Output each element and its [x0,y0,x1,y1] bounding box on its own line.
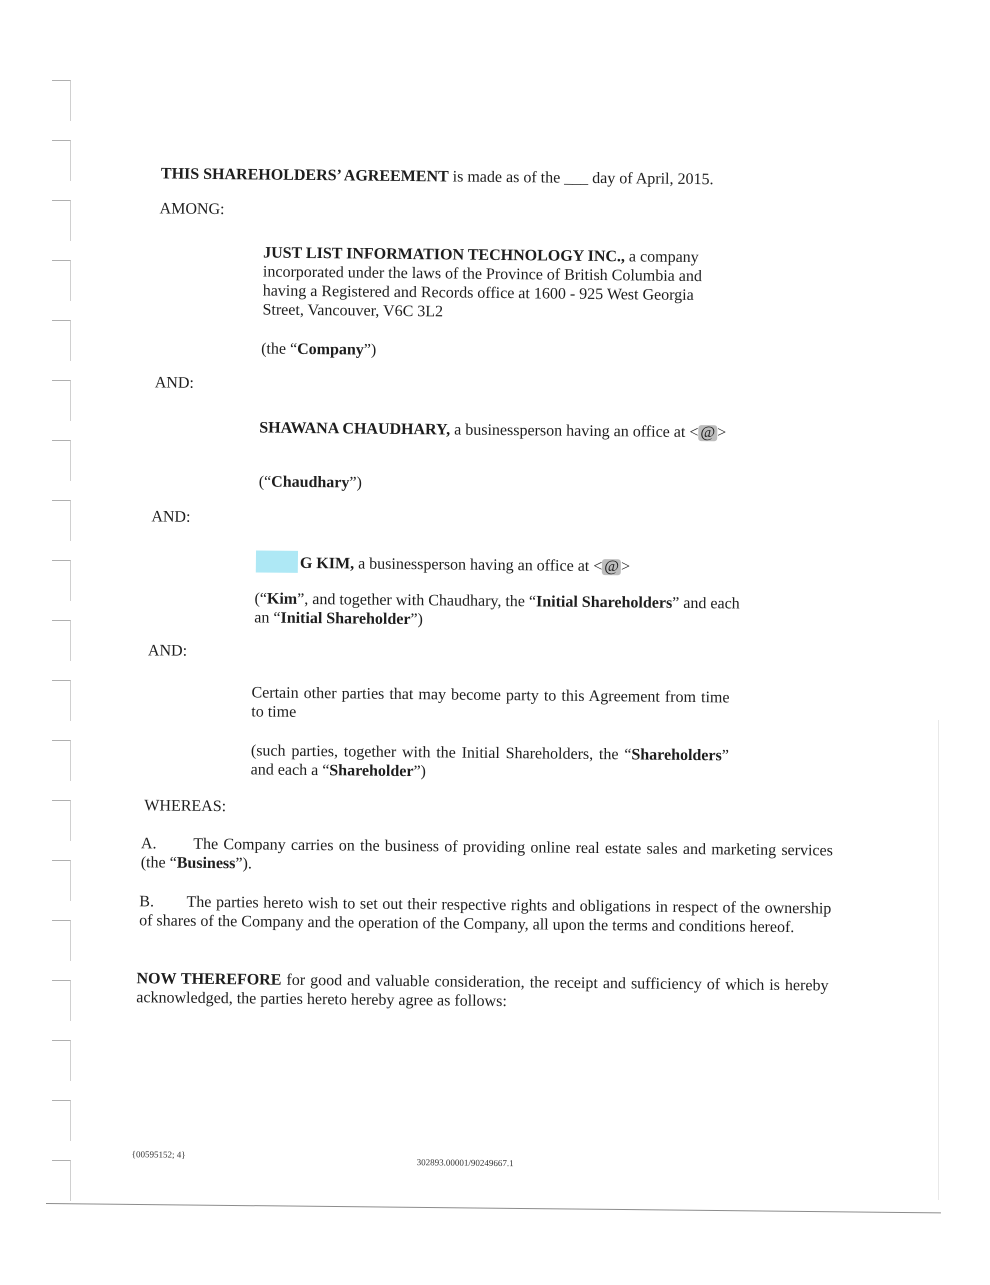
agreement-intro [161,164,714,189]
address-placeholder: @ [700,424,716,442]
shareholders-term: Shareholders [631,746,722,765]
chaudhary-description: a businessperson having an office at [454,421,686,441]
company-name: JUST LIST INFORMATION TECHNOLOGY INC., [263,244,626,266]
company-defined-term: Company [297,340,364,359]
business-term: Business [176,854,236,873]
agreement-date-line: is made as of the ___ day of April, 2015. [452,168,714,189]
chaudhary-definition: (“Chaudhary”) [258,473,362,492]
footer-reference: 302893.00001/90249667.1 [416,1157,514,1169]
now-therefore-lead: NOW THEREFORE [136,970,282,989]
agreement-title: THIS SHAREHOLDERS’ AGREEMENT [160,165,449,186]
and-label-1: AND: [154,374,194,392]
and-label-2: AND: [151,508,191,526]
company-description: a company incorporated under the laws of the Province of British Columbia and having a Registered and Records office at 1600 - 925 West Georgia Street, Vancouver, V6C 3L2 [262,248,703,321]
kim-description: a businessperson having an office at [358,555,590,575]
redaction-highlight [256,550,298,572]
among-label: AMONG: [159,200,225,219]
whereas-label: WHEREAS: [144,797,227,816]
recital-b-letter: B. [139,893,155,911]
other-parties-definition: (such parties, together with the Initial Shareholders, the “Shareholders” and each a “Shareholder”) [250,742,729,781]
recital-a-letter: A. [140,835,157,853]
now-therefore-clause: NOW THEREFORE for good and valuable consideration, the receipt and sufficiency of which is hereby acknowledged, the parties hereto hereby agree as follows: [136,970,829,1011]
kim-party-block: G KIM, a businessperson having an office at < @ > [256,550,630,576]
recital-a: A. The Company carries on the business of providing online real estate sales and marketing services (the “Business”). [140,835,834,873]
recital-b: B. The parties hereto wish to set out their respective rights and obligations in respect of the ownership of shares of the Company and the operation of the Company, all upon the terms and conditions hereof. [139,893,832,937]
initial-shareholders-term: Initial Shareholders [535,593,673,612]
and-label-3: AND: [147,642,188,660]
chaudhary-defined-term: Chaudhary [271,473,350,492]
address-placeholder: @ [604,558,620,576]
company-party-block [262,243,721,324]
company-definition: (the “Company”) [261,340,377,359]
shareholder-term: Shareholder [329,762,414,781]
chaudhary-party-block: SHAWANA CHAUDHARY, a businessperson having an office at < @ > [259,419,727,442]
initial-shareholder-term: Initial Shareholder [280,609,411,629]
other-parties-block: Certain other parties that may become party to this Agreement from time to time [251,684,730,721]
kim-definition: (“Kim”, and together with Chaudhary, the “Initial Shareholders” and each an “Initial Shareholder”) [254,590,740,629]
chaudhary-name: SHAWANA CHAUDHARY, [259,419,451,439]
kim-name: G KIM, [299,554,355,573]
footer-doc-id: {00595152; 4} [131,1149,186,1160]
kim-defined-term: Kim [266,590,298,608]
